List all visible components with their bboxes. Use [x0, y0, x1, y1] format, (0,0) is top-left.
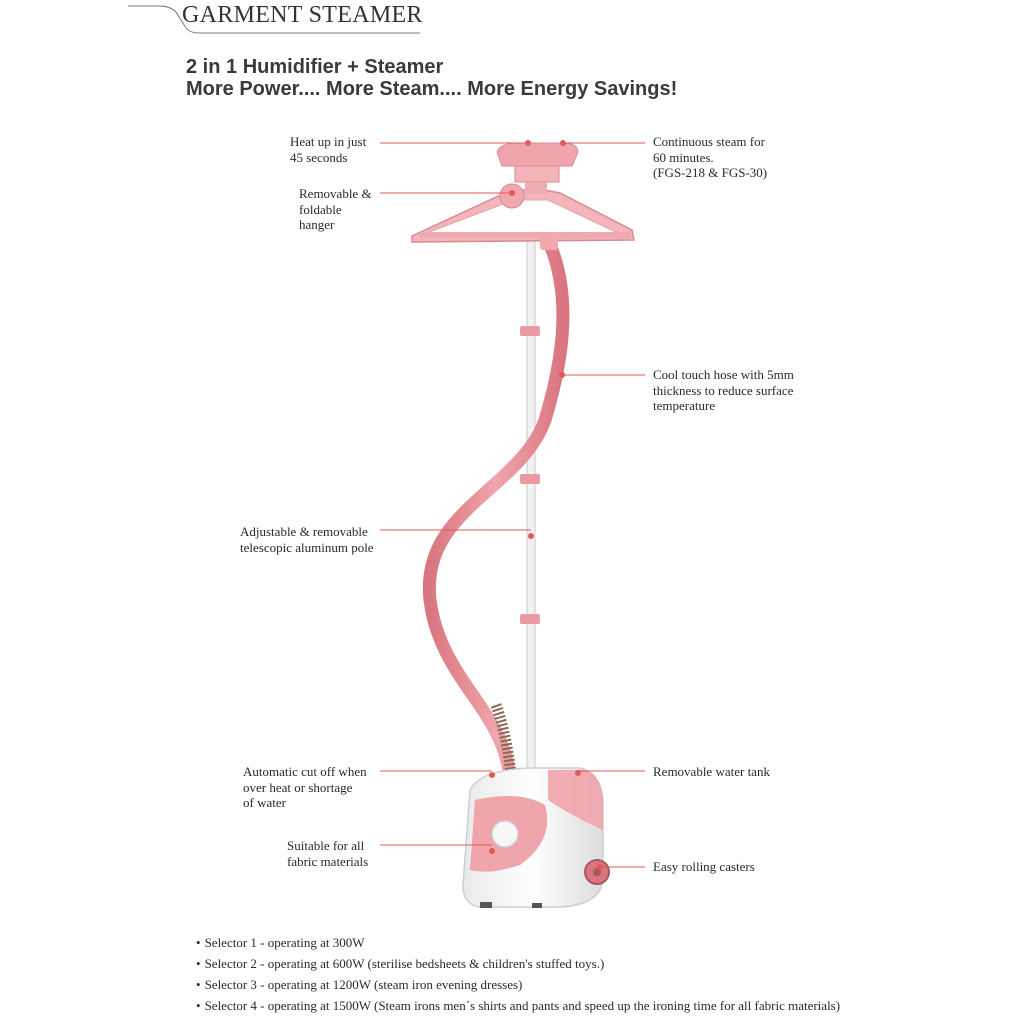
callout-heat-up: Heat up in just 45 seconds [290, 134, 367, 165]
callout-fabric: Suitable for all fabric materials [287, 838, 369, 869]
page-title: GARMENT STEAMER [182, 2, 423, 28]
callout-pole: Adjustable & removable telescopic aluminum pole [240, 524, 374, 555]
headline-line-2: More Power.... More Steam.... More Energy Savings! [186, 78, 678, 100]
list-item: • Selector 2 - operating at 600W (sterilise bedsheets & children's stuffed toys.) [196, 953, 840, 974]
selector-list [196, 932, 840, 1016]
list-item: • Selector 3 - operating at 1200W (steam iron evening dresses) [196, 974, 840, 995]
callout-casters: Easy rolling casters [653, 859, 755, 874]
telescopic-pole [527, 235, 535, 780]
steam-hose [429, 240, 563, 780]
headline-line-1: 2 in 1 Humidifier + Steamer [186, 56, 444, 78]
callout-hanger: Removable & foldable hanger [299, 186, 372, 232]
pole-clip [520, 326, 540, 336]
list-item: • Selector 1 - operating at 300W [196, 932, 840, 953]
selector-dial [492, 821, 518, 847]
pole-clip [520, 474, 540, 484]
pole-clip [520, 614, 540, 624]
steam-head [497, 143, 578, 166]
callout-continuous-steam: Continuous steam for 60 minutes. (FGS-218 & FGS-30) [653, 134, 768, 180]
callout-hose: Cool touch hose with 5mm thickness to reduce surface temperature [653, 367, 794, 413]
list-item: • Selector 4 - operating at 1500W (Steam irons men´s shirts and pants and speed up the ironing time for all fabric materials) [196, 995, 840, 1016]
callout-water-tank: Removable water tank [653, 764, 770, 779]
callout-cutoff: Automatic cut off when over heat or shortage of water [243, 764, 367, 810]
